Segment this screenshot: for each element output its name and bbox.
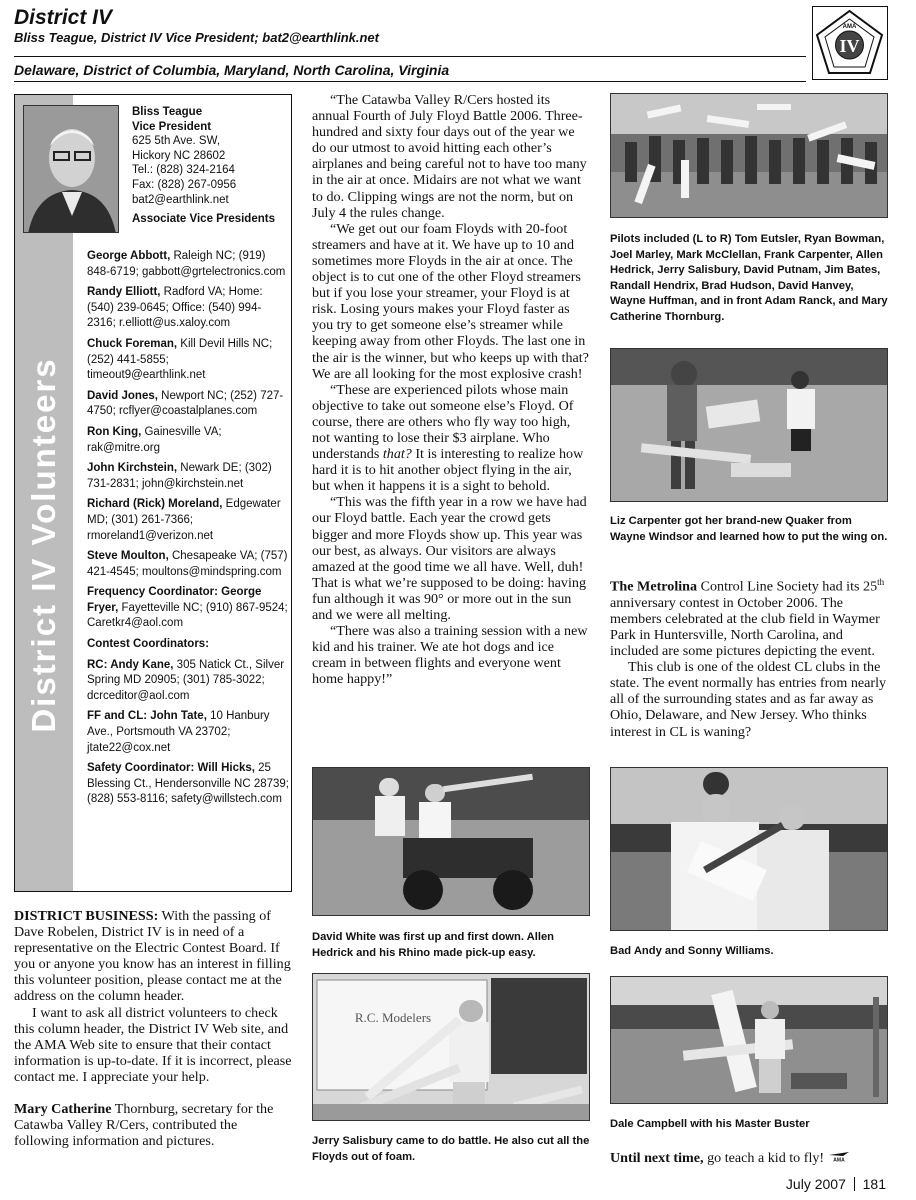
article-paragraph: “We get out our foam Floyds with 20-foot streamers and have at it. We have up to 10 and sometimes more Floyds in the air at once. The object is to cut one of the other Floyd streamers but if you lose your streamer, your Floyd is at risk. Losing yours makes your Floyd faster as you try to get someone else’s streamer while keeping away from other Floyds. The last one in the air is the winner, but who keeps up with that? We are all looking for the most explosive crash! bbox=[312, 220, 589, 382]
david-white-atv-photo bbox=[312, 767, 590, 916]
vice-president-portrait bbox=[23, 105, 119, 233]
issue-date: July 2007 bbox=[785, 1176, 846, 1192]
page-footer bbox=[786, 1176, 886, 1192]
header-rule-top bbox=[14, 56, 806, 57]
volunteer-name: George Abbott, bbox=[87, 250, 171, 262]
dale-campbell-photo bbox=[610, 976, 888, 1104]
district-business-lead: DISTRICT BUSINESS: bbox=[14, 908, 159, 924]
volunteer-name: Steve Moulton, bbox=[87, 550, 169, 563]
volunteer-name: Randy Elliott, bbox=[87, 286, 161, 299]
vp-name: Bliss Teague bbox=[132, 106, 203, 118]
article-text: “These are experienced pilots whose main objective to take out someone else’s Floyd. Of course, there are others who fly way too high, not wanting to lose their $3 airplane. Who understands bbox=[312, 381, 574, 463]
ama-wing-logo-icon bbox=[828, 1150, 850, 1162]
volunteer-details: Raleigh NC; (919) 848-6719; gabbott@grtelectronics.com bbox=[87, 250, 286, 278]
logo-arc-text: AMA bbox=[842, 24, 857, 30]
volunteer-update-paragraph: I want to ask all district volunteers to check this column header, the District IV Web site, and the AMA Web site to ensure that their contact information is up-to-date. If it is incorrect, please contact me. I appreciate your help. bbox=[14, 1004, 292, 1085]
volunteer-details: 305 Natick Ct., Silver Spring MD 20905; (301) 785-3022; dcrceditor@aol.com bbox=[87, 658, 285, 702]
volunteer-details: Chesapeake VA; (757) 421-4545; moultons@mindspring.com bbox=[87, 550, 288, 578]
volunteer-name: Chuck Foreman, bbox=[87, 337, 178, 350]
bad-andy-caption: Bad Andy and Sonny Williams. bbox=[610, 945, 774, 957]
metrolina-superscript: th bbox=[877, 577, 885, 587]
volunteer-name: Frequency Coordinator: George Fryer, bbox=[87, 586, 262, 614]
volunteer-entry bbox=[87, 637, 289, 653]
header-rule-bottom bbox=[14, 81, 806, 82]
metrolina-text: Control Line Society had its 25 bbox=[697, 578, 878, 595]
closing-logo-text: AMA bbox=[832, 1157, 845, 1162]
cl-club-paragraph: This club is one of the oldest CL clubs in the state. The event normally has entries from nearly all of the surrounding states and as far away as Ohio, Delaware, and New Jersey. Who thinks interest in CL is waning? bbox=[610, 659, 887, 740]
volunteer-name: Contest Coordinators: bbox=[87, 638, 210, 651]
vp-role: Vice President bbox=[132, 120, 212, 133]
david-white-caption: David White was first up and first down. Allen Hedrick and his Rhino made pick-up easy. bbox=[312, 931, 555, 959]
vp-address-line1: 625 5th Ave. SW, bbox=[132, 135, 221, 148]
vice-president-contact bbox=[132, 105, 290, 227]
middle-column-text bbox=[312, 92, 590, 687]
article-emphasis: that? bbox=[382, 446, 412, 463]
liz-carpenter-photo bbox=[610, 348, 888, 502]
article-text: It is interesting to realize how hard it is to hit another object flying in the air, but when it happens it is a sight to behold. bbox=[312, 446, 584, 495]
contributor-text: Thornburg, secretary for the Catawba Valley R/Cers, contributed the following information and pictures. bbox=[14, 1101, 274, 1150]
volunteer-details: 10 Hanbury Ave., Portsmouth VA 23702; jtate22@cox.net bbox=[87, 710, 270, 754]
volunteer-details: 25 Blessing Ct., Hendersonville NC 28739; (828) 553-8116; safety@willstech.com bbox=[87, 762, 289, 806]
volunteer-entry bbox=[87, 285, 289, 332]
volunteer-entry bbox=[87, 461, 289, 492]
volunteer-details: Kill Devil Hills NC; (252) 441-5855; timeout9@earthlink.net bbox=[87, 337, 273, 382]
volunteer-entry bbox=[87, 658, 289, 705]
volunteer-name: FF and CL: John Tate, bbox=[87, 710, 207, 723]
jerry-salisbury-photo bbox=[312, 973, 590, 1121]
volunteer-entry bbox=[87, 585, 289, 632]
pentagon-logo-icon bbox=[813, 7, 886, 78]
volunteer-name: Safety Coordinator: Will Hicks, bbox=[87, 762, 255, 775]
logo-numeral: IV bbox=[839, 36, 860, 56]
district-business-text: With the passing of Dave Robelen, District IV is in need of a representative on the Electric Contest Board. If you or anyone you know has an interest in filling this volunteer position, please contact me at the address on the column header. bbox=[14, 908, 291, 1005]
article-paragraph: “The Catawba Valley R/Cers hosted its annual Fourth of July Floyd Battle 2006. Three-hundred and sixty four days out of the year we do our utmost to avoid hitting each other’s airplanes and being careful not to have too many in the air at once. Midairs are not what we want to do. Clipping wings are not the norm, but on July 4 the rules change. bbox=[312, 92, 587, 221]
metrolina-lead: The Metrolina bbox=[610, 578, 698, 595]
contributor-lead: Mary Catherine bbox=[14, 1101, 112, 1118]
volunteer-entry bbox=[87, 337, 289, 384]
vp-email: bat2@earthlink.net bbox=[132, 193, 229, 206]
article-paragraph: “There was also a training session with a new kid and his trainer. We ate hot dogs and ice cream in between flights and everyone went home happy!” bbox=[312, 623, 588, 688]
closing-text: go teach a kid to fly! bbox=[703, 1150, 825, 1166]
vice-president-byline: Bliss Teague, District IV Vice President; bat2@earthlink.net bbox=[14, 30, 379, 45]
volunteer-entry bbox=[87, 389, 289, 420]
vp-address-line2: Hickory NC 28602 bbox=[132, 149, 226, 162]
volunteer-name: Richard (Rick) Moreland, bbox=[87, 498, 223, 511]
contributor-paragraph bbox=[14, 1101, 292, 1149]
volunteer-entry bbox=[87, 497, 289, 544]
volunteer-details: Gainesville VA; rak@mitre.org bbox=[87, 425, 222, 454]
closing-lead: Until next time, bbox=[610, 1150, 704, 1166]
volunteer-details: Fayetteville NC; (910) 867-9524; Caretkr4@aol.com bbox=[87, 601, 288, 630]
volunteers-box bbox=[14, 94, 292, 892]
volunteer-details: Newport NC; (252) 727-4750; rcflyer@coastalplanes.com bbox=[87, 389, 284, 418]
left-column-text bbox=[14, 908, 292, 1149]
district-states: Delaware, District of Columbia, Maryland, North Carolina, Virginia bbox=[14, 62, 450, 78]
vp-fax: Fax: (828) 267-0956 bbox=[132, 178, 237, 191]
dale-campbell-caption: Dale Campbell with his Master Buster bbox=[610, 1118, 810, 1130]
liz-caption: Liz Carpenter got her brand-new Quaker from Wayne Windsor and learned how to put the wing on. bbox=[610, 515, 888, 543]
pilots-caption: Pilots included (L to R) Tom Eutsler, Ryan Bowman, Joel Marley, Mark McClellan, Frank Carpenter, Allen Hedrick, Jerry Salisbury, David Putnam, Jim Bates, Randall Hendrix, Brad Hudson, David Hanvey, Wayne Huffman, and in front Adam Ranck, and Mary Catherine Thornburg. bbox=[610, 233, 888, 323]
volunteer-entry bbox=[87, 549, 289, 580]
volunteer-entry bbox=[87, 761, 289, 808]
metrolina-paragraph bbox=[610, 574, 890, 659]
jerry-salisbury-caption: Jerry Salisbury came to do battle. He also cut all the Floyds out of foam. bbox=[312, 1135, 590, 1163]
district-business-paragraph bbox=[14, 908, 292, 1005]
volunteer-details: Radford VA; Home: (540) 239-0645; Office: (540) 994-2316; r.elliott@us.xaloy.com bbox=[87, 286, 263, 330]
volunteer-list bbox=[87, 249, 289, 813]
right-column-text bbox=[610, 574, 890, 740]
pilots-group-photo bbox=[610, 93, 888, 218]
volunteer-name: David Jones, bbox=[87, 389, 158, 402]
footer-divider bbox=[854, 1177, 855, 1191]
district-title: District IV bbox=[14, 6, 113, 29]
metrolina-text: anniversary contest in October 2006. The members celebrated at the club field in Waymer Park in Huntersville, North Carolina, and included are some pictures depicting the event. bbox=[610, 594, 880, 660]
volunteer-details: Edgewater MD; (301) 261-7366; rmoreland1@verizon.net bbox=[87, 498, 281, 542]
district-logo bbox=[812, 6, 888, 80]
volunteer-entry bbox=[87, 709, 289, 756]
article-paragraph: “This was the fifth year in a row we have had our Floyd battle. Each year the crowd gets bigger and more Floyds show up. This year was our best, as always. Our visitors are always amazed at the good time we all have. Well, duh! That is what we’re supposed to be doing: having fun although it was 90° or more out in the sun and we were all melting. bbox=[312, 494, 587, 623]
page-number: 181 bbox=[862, 1176, 886, 1192]
volunteer-entry bbox=[87, 249, 289, 280]
trailer-sign-text: R.C. Modelers bbox=[354, 1010, 432, 1025]
vp-telephone: Tel.: (828) 324-2164 bbox=[132, 164, 235, 177]
volunteer-name: RC: Andy Kane, bbox=[87, 658, 174, 671]
volunteer-details: Newark DE; (302) 731-2831; john@kirchstein.net bbox=[87, 462, 272, 490]
volunteer-name: John Kirchstein, bbox=[87, 462, 178, 475]
volunteer-entry bbox=[87, 425, 289, 456]
volunteer-name: Ron King, bbox=[87, 425, 142, 438]
closing-line bbox=[610, 1150, 888, 1166]
bad-andy-photo bbox=[610, 767, 888, 931]
article-paragraph bbox=[312, 382, 590, 495]
volunteers-vertical-title: District IV Volunteers bbox=[25, 357, 62, 733]
associate-vp-heading: Associate Vice Presidents bbox=[132, 213, 275, 226]
